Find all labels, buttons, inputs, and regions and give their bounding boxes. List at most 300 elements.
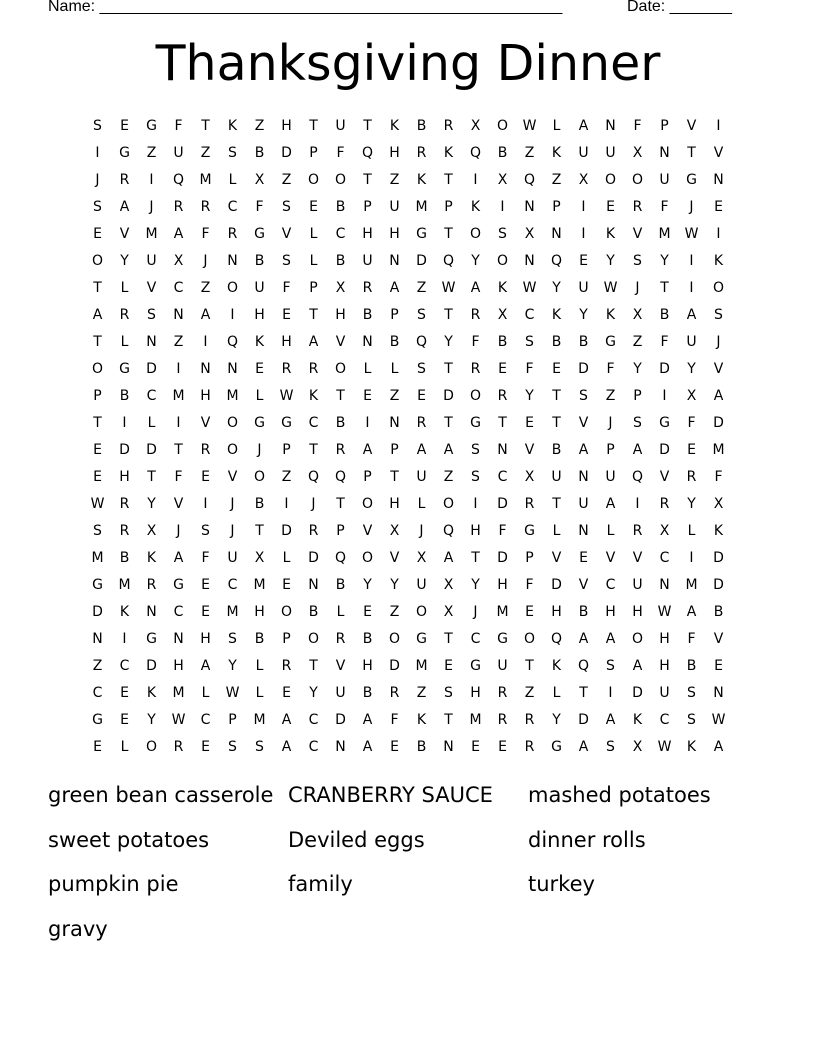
grid-letter: O — [361, 550, 374, 566]
grid-letter: C — [92, 685, 103, 701]
grid-letter: Y — [687, 496, 696, 512]
grid-letter: G — [146, 631, 157, 647]
grid-letter: R — [281, 658, 292, 674]
grid-letter: B — [254, 496, 265, 512]
grid-letter: H — [497, 577, 508, 593]
grid-letter: Z — [524, 685, 535, 701]
grid-letter: P — [309, 145, 318, 161]
grid-letter: Q — [523, 172, 536, 188]
grid-letter: U — [335, 118, 346, 134]
grid-letter: U — [578, 280, 589, 296]
grid-letter: Q — [550, 253, 563, 269]
grid-letter: K — [389, 118, 400, 134]
grid-letter: A — [173, 226, 184, 242]
word-list-item: green bean casserole — [48, 783, 274, 807]
grid-letter: T — [552, 415, 561, 431]
grid-letter: S — [93, 118, 102, 134]
grid-letter: S — [606, 658, 615, 674]
grid-letter: L — [687, 523, 696, 539]
grid-letter: C — [308, 739, 319, 755]
grid-letter: S — [498, 226, 507, 242]
grid-letter: D — [416, 253, 427, 269]
grid-letter: Q — [550, 631, 563, 647]
grid-letter: A — [713, 388, 724, 404]
grid-letter: L — [552, 685, 561, 701]
grid-letter: Y — [471, 577, 480, 593]
grid-letter: K — [713, 523, 724, 539]
grid-letter: A — [578, 739, 589, 755]
grid-letter: K — [713, 253, 724, 269]
grid-letter: A — [578, 118, 589, 134]
grid-letter: S — [228, 145, 237, 161]
grid-letter: K — [146, 685, 157, 701]
grid-letter: Q — [442, 523, 455, 539]
grid-letter: Y — [390, 577, 399, 593]
name-field: Name: ____________________________________________________ — [48, 0, 563, 15]
grid-letter: A — [443, 550, 454, 566]
grid-letter: S — [201, 523, 210, 539]
grid-letter: Z — [551, 172, 562, 188]
grid-letter: A — [605, 712, 616, 728]
grid-letter: L — [255, 388, 264, 404]
grid-letter: D — [443, 388, 454, 404]
grid-letter: A — [200, 307, 211, 323]
grid-letter: R — [524, 739, 535, 755]
grid-letter: D — [146, 361, 157, 377]
grid-letter: S — [282, 199, 291, 215]
grid-letter: E — [579, 253, 588, 269]
grid-letter: G — [254, 226, 265, 242]
grid-letter: O — [280, 604, 293, 620]
grid-letter: O — [712, 280, 725, 296]
grid-letter: J — [95, 172, 100, 188]
grid-letter: M — [226, 604, 239, 620]
grid-letter: E — [93, 442, 102, 458]
grid-letter: M — [712, 442, 725, 458]
grid-letter: G — [470, 658, 481, 674]
grid-letter: S — [579, 388, 588, 404]
grid-letter: N — [524, 199, 535, 215]
grid-letter: S — [687, 685, 696, 701]
grid-letter: I — [473, 496, 478, 512]
grid-letter: Z — [173, 334, 184, 350]
grid-letter: U — [173, 145, 184, 161]
grid-letter: T — [363, 172, 372, 188]
grid-letter: Q — [361, 145, 374, 161]
grid-letter: A — [686, 307, 697, 323]
grid-letter: R — [659, 496, 670, 512]
grid-letter: R — [119, 307, 130, 323]
grid-letter: U — [551, 469, 562, 485]
grid-letter: J — [149, 199, 154, 215]
grid-letter: C — [470, 631, 481, 647]
grid-letter: G — [416, 631, 427, 647]
grid-letter: K — [686, 739, 697, 755]
grid-letter: R — [173, 739, 184, 755]
grid-letter: D — [119, 442, 130, 458]
grid-letter: W — [657, 604, 672, 620]
grid-letter: O — [91, 253, 104, 269]
grid-letter: K — [497, 280, 508, 296]
grid-letter: O — [226, 442, 239, 458]
grid-letter: S — [417, 307, 426, 323]
grid-letter: E — [714, 658, 723, 674]
grid-letter: G — [551, 739, 562, 755]
grid-letter: R — [173, 199, 184, 215]
grid-letter: F — [606, 361, 615, 377]
grid-letter: Y — [228, 658, 237, 674]
grid-letter: J — [608, 415, 613, 431]
grid-letter: Y — [471, 253, 480, 269]
grid-letter: M — [253, 712, 266, 728]
grid-letter: F — [174, 469, 183, 485]
grid-letter: R — [416, 145, 427, 161]
grid-letter: R — [470, 307, 481, 323]
grid-letter: H — [335, 307, 346, 323]
grid-letter: V — [524, 442, 535, 458]
grid-letter: K — [632, 712, 643, 728]
grid-letter: V — [686, 118, 697, 134]
grid-letter: N — [227, 253, 238, 269]
grid-letter: E — [282, 577, 291, 593]
grid-letter: R — [524, 496, 535, 512]
grid-letter: M — [469, 712, 482, 728]
grid-letter: D — [713, 577, 724, 593]
grid-letter: I — [284, 496, 289, 512]
grid-letter: A — [686, 604, 697, 620]
grid-letter: U — [578, 145, 589, 161]
grid-letter: N — [497, 442, 508, 458]
grid-letter: J — [473, 604, 478, 620]
grid-letter: Z — [416, 685, 427, 701]
grid-letter: R — [146, 577, 157, 593]
grid-letter: H — [173, 658, 184, 674]
grid-letter: R — [632, 199, 643, 215]
grid-row — [84, 329, 732, 356]
grid-letter: A — [605, 631, 616, 647]
grid-letter: E — [606, 199, 615, 215]
grid-letter: L — [309, 253, 318, 269]
grid-letter: X — [524, 226, 535, 242]
grid-row — [84, 356, 732, 383]
grid-letter: P — [228, 712, 237, 728]
grid-letter: A — [632, 658, 643, 674]
grid-letter: S — [471, 442, 480, 458]
grid-letter: G — [470, 415, 481, 431]
grid-letter: J — [635, 280, 640, 296]
grid-letter: G — [686, 172, 697, 188]
grid-letter: N — [389, 415, 400, 431]
grid-letter: M — [658, 226, 671, 242]
grid-letter: E — [201, 739, 210, 755]
grid-letter: Y — [444, 334, 453, 350]
grid-letter: B — [335, 253, 346, 269]
grid-letter: R — [335, 442, 346, 458]
grid-letter: I — [716, 226, 721, 242]
grid-letter: I — [689, 550, 694, 566]
grid-letter: Z — [443, 469, 454, 485]
grid-letter: S — [228, 631, 237, 647]
grid-letter: B — [389, 334, 400, 350]
grid-letter: T — [552, 388, 561, 404]
grid-letter: Y — [309, 685, 318, 701]
grid-letter: X — [632, 307, 643, 323]
grid-letter: E — [714, 199, 723, 215]
grid-letter: E — [201, 577, 210, 593]
grid-letter: A — [92, 307, 103, 323]
grid-letter: F — [498, 523, 507, 539]
grid-letter: Z — [389, 604, 400, 620]
grid-letter: D — [497, 496, 508, 512]
grid-letter: E — [525, 415, 534, 431]
grid-letter: G — [92, 577, 103, 593]
grid-letter: Y — [147, 712, 156, 728]
grid-letter: T — [336, 388, 345, 404]
grid-letter: I — [149, 172, 154, 188]
grid-letter: N — [551, 226, 562, 242]
grid-letter: I — [230, 307, 235, 323]
grid-letter: R — [686, 469, 697, 485]
grid-letter: R — [443, 118, 454, 134]
grid-letter: B — [254, 253, 265, 269]
grid-letter: Z — [389, 388, 400, 404]
grid-letter: R — [632, 523, 643, 539]
grid-letter: T — [309, 658, 318, 674]
grid-letter: I — [581, 226, 586, 242]
grid-letter: Q — [415, 334, 428, 350]
grid-letter: M — [496, 604, 509, 620]
grid-letter: I — [365, 415, 370, 431]
grid-letter: F — [525, 577, 534, 593]
grid-row — [84, 491, 732, 518]
grid-letter: H — [281, 334, 292, 350]
grid-row — [84, 248, 732, 275]
grid-letter: T — [93, 280, 102, 296]
grid-letter: Y — [687, 361, 696, 377]
grid-letter: U — [389, 199, 400, 215]
grid-letter: A — [362, 739, 373, 755]
grid-letter: T — [255, 523, 264, 539]
grid-letter: M — [118, 577, 131, 593]
grid-letter: A — [200, 658, 211, 674]
grid-letter: X — [470, 118, 481, 134]
word-list-item: dinner rolls — [528, 827, 646, 852]
grid-letter: M — [172, 388, 185, 404]
grid-letter: C — [659, 712, 670, 728]
grid-letter: E — [120, 712, 129, 728]
grid-letter: E — [309, 199, 318, 215]
grid-letter: X — [713, 496, 724, 512]
grid-letter: Z — [92, 658, 103, 674]
grid-letter: W — [90, 496, 105, 512]
grid-letter: U — [335, 685, 346, 701]
grid-letter: V — [605, 550, 616, 566]
grid-letter: O — [631, 172, 644, 188]
grid-letter: C — [308, 415, 319, 431]
grid-letter: U — [605, 145, 616, 161]
grid-letter: V — [389, 550, 400, 566]
grid-letter: J — [257, 442, 262, 458]
grid-letter: E — [120, 118, 129, 134]
grid-letter: F — [525, 361, 534, 377]
grid-row — [84, 707, 732, 734]
grid-letter: N — [362, 334, 373, 350]
grid-letter: O — [307, 172, 320, 188]
grid-letter: R — [119, 172, 130, 188]
grid-letter: U — [632, 577, 643, 593]
grid-letter: V — [632, 226, 643, 242]
grid-letter: P — [282, 442, 291, 458]
grid-letter: I — [608, 685, 613, 701]
grid-letter: O — [469, 226, 482, 242]
grid-letter: J — [230, 496, 235, 512]
grid-letter: L — [552, 523, 561, 539]
grid-letter: O — [469, 388, 482, 404]
grid-letter: S — [714, 307, 723, 323]
grid-letter: Z — [146, 145, 157, 161]
grid-letter: L — [120, 739, 129, 755]
grid-letter: H — [362, 226, 373, 242]
grid-letter: C — [200, 712, 211, 728]
grid-letter: K — [443, 145, 454, 161]
grid-letter: T — [93, 415, 102, 431]
grid-letter: A — [713, 739, 724, 755]
grid-letter: B — [497, 334, 508, 350]
grid-letter: O — [496, 253, 509, 269]
grid-letter: O — [523, 631, 536, 647]
grid-letter: X — [632, 145, 643, 161]
grid-letter: P — [93, 388, 102, 404]
grid-letter: S — [255, 739, 264, 755]
grid-letter: X — [146, 523, 157, 539]
grid-letter: J — [419, 523, 424, 539]
grid-letter: T — [444, 361, 453, 377]
grid-letter: A — [470, 280, 481, 296]
grid-letter: B — [416, 739, 427, 755]
grid-letter: L — [147, 415, 156, 431]
grid-letter: S — [417, 361, 426, 377]
grid-letter: U — [416, 469, 427, 485]
grid-letter: F — [282, 280, 291, 296]
grid-letter: E — [282, 685, 291, 701]
grid-letter: C — [335, 226, 346, 242]
grid-letter: X — [254, 550, 265, 566]
grid-letter: X — [497, 307, 508, 323]
grid-letter: Z — [200, 145, 211, 161]
grid-letter: K — [416, 172, 427, 188]
grid-letter: E — [471, 739, 480, 755]
grid-letter: X — [443, 604, 454, 620]
grid-letter: U — [686, 334, 697, 350]
grid-letter: G — [119, 361, 130, 377]
grid-row — [84, 410, 732, 437]
grid-letter: D — [632, 685, 643, 701]
grid-letter: L — [363, 361, 372, 377]
grid-letter: H — [119, 469, 130, 485]
grid-letter: L — [255, 658, 264, 674]
grid-letter: T — [444, 415, 453, 431]
grid-letter: N — [713, 685, 724, 701]
grid-letter: H — [389, 145, 400, 161]
grid-letter: W — [441, 280, 456, 296]
grid-letter: L — [336, 604, 345, 620]
grid-letter: D — [578, 712, 589, 728]
grid-letter: E — [201, 469, 210, 485]
grid-letter: P — [525, 550, 534, 566]
grid-letter: U — [659, 685, 670, 701]
grid-letter: Q — [469, 145, 482, 161]
grid-letter: P — [336, 523, 345, 539]
grid-letter: B — [254, 631, 265, 647]
grid-letter: F — [390, 712, 399, 728]
word-list-item: CRANBERRY SAUCE — [288, 783, 493, 807]
grid-letter: B — [551, 442, 562, 458]
grid-letter: R — [524, 712, 535, 728]
letter-grid — [84, 113, 732, 761]
grid-letter: S — [444, 685, 453, 701]
grid-letter: Y — [660, 253, 669, 269]
grid-letter: K — [551, 145, 562, 161]
grid-letter: Z — [254, 118, 265, 134]
grid-letter: E — [120, 685, 129, 701]
grid-letter: F — [201, 550, 210, 566]
grid-row — [84, 572, 732, 599]
grid-letter: T — [444, 226, 453, 242]
grid-letter: N — [146, 604, 157, 620]
grid-letter: H — [632, 604, 643, 620]
grid-letter: G — [119, 145, 130, 161]
grid-letter: G — [497, 631, 508, 647]
grid-letter: N — [659, 577, 670, 593]
grid-letter: A — [443, 442, 454, 458]
grid-letter: J — [311, 496, 316, 512]
grid-row — [84, 167, 732, 194]
grid-letter: X — [659, 523, 670, 539]
grid-letter: E — [93, 469, 102, 485]
grid-letter: N — [227, 361, 238, 377]
grid-letter: E — [525, 604, 534, 620]
grid-letter: D — [659, 442, 670, 458]
grid-letter: B — [551, 334, 562, 350]
grid-letter: D — [659, 361, 670, 377]
grid-letter: O — [253, 469, 266, 485]
grid-letter: B — [713, 604, 724, 620]
grid-letter: I — [500, 199, 505, 215]
grid-letter: Y — [363, 577, 372, 593]
grid-letter: R — [119, 496, 130, 512]
grid-letter: S — [633, 253, 642, 269]
grid-letter: F — [660, 199, 669, 215]
grid-letter: A — [632, 442, 643, 458]
grid-letter: E — [93, 226, 102, 242]
word-list-item: turkey — [528, 872, 595, 896]
grid-letter: E — [201, 604, 210, 620]
grid-letter: S — [633, 415, 642, 431]
grid-letter: V — [713, 631, 724, 647]
grid-letter: H — [281, 118, 292, 134]
grid-row — [84, 626, 732, 653]
grid-letter: L — [228, 172, 237, 188]
grid-letter: E — [363, 604, 372, 620]
grid-letter: E — [552, 361, 561, 377]
grid-letter: D — [146, 658, 157, 674]
grid-letter: O — [307, 631, 320, 647]
grid-letter: Y — [552, 712, 561, 728]
grid-letter: R — [497, 712, 508, 728]
grid-letter: Q — [172, 172, 185, 188]
grid-letter: L — [282, 550, 291, 566]
grid-letter: O — [334, 361, 347, 377]
